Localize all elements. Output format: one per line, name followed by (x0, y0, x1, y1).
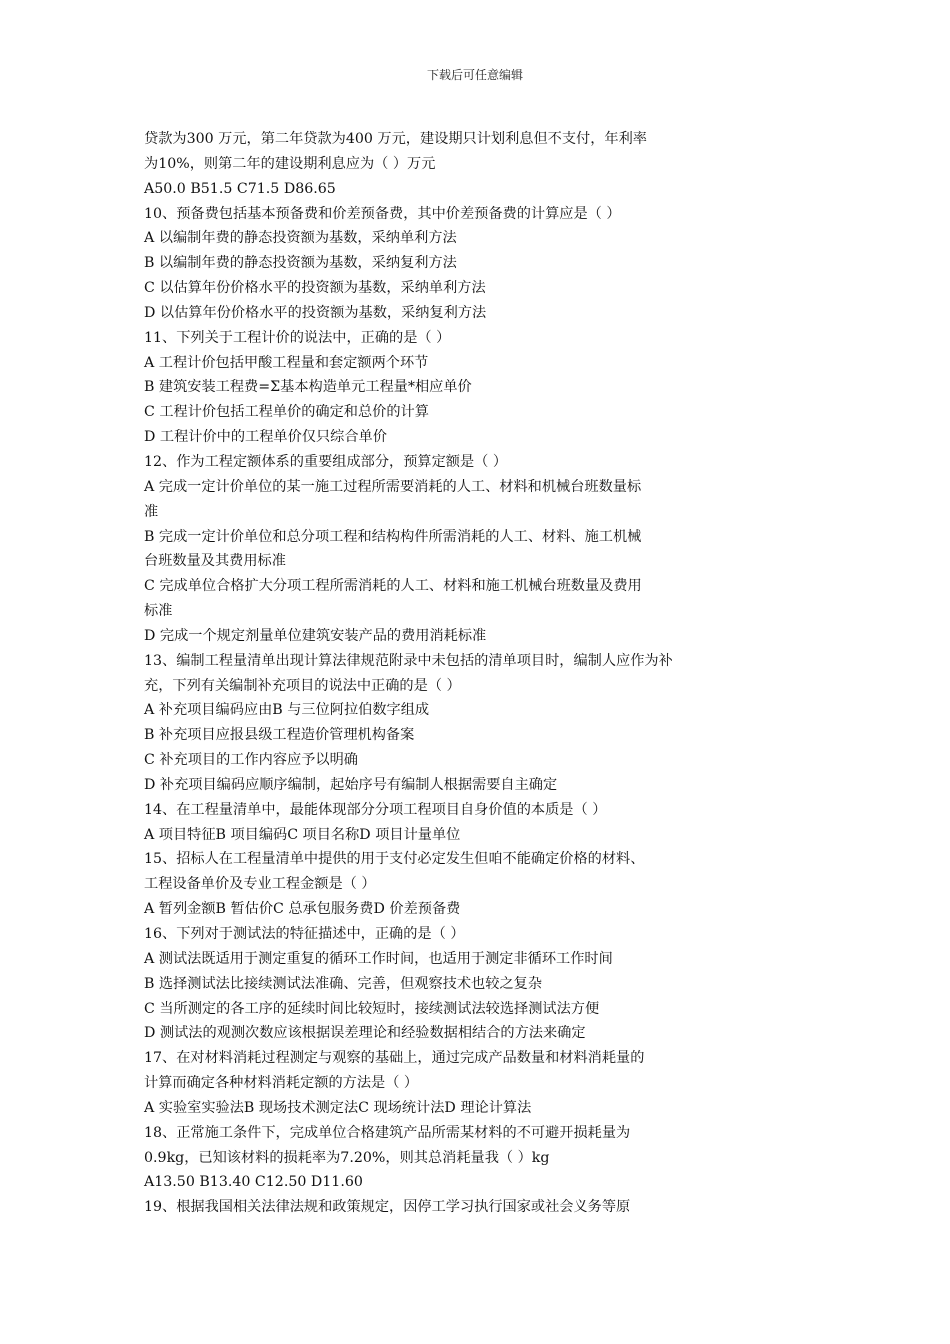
text-line: 0.9kg，已知该材料的损耗率为7.20%，则其总消耗量我（ ）kg (144, 1149, 550, 1166)
text-line: A50.0 B51.5 C71.5 D86.65 (144, 180, 336, 197)
text-line: 充，下列有关编制补充项目的说法中正确的是（ ） (144, 677, 461, 694)
text-line: A 工程计价包括甲酸工程量和套定额两个环节 (144, 354, 429, 371)
text-line: A 补充项目编码应由B 与三位阿拉伯数字组成 (144, 702, 430, 719)
text-line: 13、编制工程量清单出现计算法律规范附录中未包括的清单项目时，编制人应作为补 (144, 652, 673, 669)
text-line: C 完成单位合格扩大分项工程所需消耗的人工、材料和施工机械台班数量及费用 (144, 578, 642, 595)
document-body (144, 127, 864, 1220)
text-line: B 完成一定计价单位和总分项工程和结构构件所需消耗的人工、材料、施工机械 (144, 528, 642, 545)
text-line: D 以估算年份价格水平的投资额为基数，采纳复利方法 (144, 304, 487, 321)
text-line: B 选择测试法比接续测试法准确、完善，但观察技术也较之复杂 (144, 975, 543, 992)
text-line: 10、预备费包括基本预备费和价差预备费，其中价差预备费的计算应是（ ） (144, 205, 621, 222)
text-line: D 工程计价中的工程单价仅只综合单价 (144, 429, 387, 446)
text-line: 台班数量及其费用标准 (144, 553, 286, 570)
text-line: 19、根据我国相关法律法规和政策规定，因停工学习执行国家或社会义务等原 (144, 1199, 631, 1216)
text-line: B 建筑安装工程费=Σ基本构造单元工程量*相应单价 (144, 379, 472, 396)
text-line: 贷款为300 万元，第二年贷款为400 万元，建设期只计划利息但不支付，年利率 (144, 131, 647, 147)
text-line: C 当所测定的各工序的延续时间比较短时，接续测试法较选择测试法方便 (144, 1000, 600, 1017)
text-line: 标准 (144, 603, 173, 620)
text-line: B 补充项目应报县级工程造价管理机构备案 (144, 727, 415, 744)
text-line: B 以编制年费的静态投资额为基数，采纳复利方法 (144, 255, 457, 272)
text-line: A 以编制年费的静态投资额为基数，采纳单利方法 (144, 230, 457, 247)
text-line: 为10%，则第二年的建设期利息应为（ ）万元 (144, 155, 436, 172)
text-line: 准 (144, 503, 159, 520)
text-line: 11、下列关于工程计价的说法中，正确的是（ ） (144, 329, 451, 346)
text-line: A 完成一定计价单位的某一施工过程所需要消耗的人工、材料和机械台班数量标 (144, 478, 642, 495)
text-line: D 测试法的观测次数应该根据误差理论和经验数据相结合的方法来确定 (144, 1025, 586, 1042)
text-line: A 暂列金额B 暂估价C 总承包服务费D 价差预备费 (144, 901, 461, 918)
text-line: C 工程计价包括工程单价的确定和总价的计算 (144, 404, 429, 421)
text-line: A 项目特征B 项目编码C 项目名称D 项目计量单位 (144, 826, 461, 843)
text-line: 17、在对材料消耗过程测定与观察的基础上，通过完成产品数量和材料消耗量的 (144, 1050, 645, 1067)
text-line: 16、下列对于测试法的特征描述中，正确的是（ ） (144, 926, 465, 942)
text-line: 工程设备单价及专业工程金额是（ ） (144, 876, 376, 893)
text-line: A 实验室实验法B 现场技术测定法C 现场统计法D 理论计算法 (144, 1099, 532, 1116)
text-line: 18、正常施工条件下，完成单位合格建筑产品所需某材料的不可避开损耗量为 (144, 1124, 631, 1141)
text-line: A13.50 B13.40 C12.50 D11.60 (144, 1174, 363, 1191)
text-line: 12、作为工程定额体系的重要组成部分，预算定额是（ ） (144, 453, 508, 470)
page-header: 下载后可任意编辑 (426, 68, 523, 82)
text-line: 14、在工程量清单中，最能体现部分分项工程项目自身价值的本质是（ ） (144, 801, 607, 818)
text-line: D 补充项目编码应顺序编制，起始序号有编制人根据需要自主确定 (144, 776, 558, 793)
text-line: 15、招标人在工程量清单中提供的用于支付必定发生但咱不能确定价格的材料、 (144, 851, 645, 868)
text-line: A 测试法既适用于测定重复的循环工作时间，也适用于测定非循环工作时间 (144, 950, 613, 967)
text-line: D 完成一个规定剂量单位建筑安装产品的费用消耗标准 (144, 627, 487, 644)
text-line: 计算而确定各种材料消耗定额的方法是（ ） (144, 1075, 419, 1092)
text-line: C 补充项目的工作内容应予以明确 (144, 752, 358, 769)
text-line: C 以估算年份价格水平的投资额为基数，采纳单利方法 (144, 280, 486, 297)
